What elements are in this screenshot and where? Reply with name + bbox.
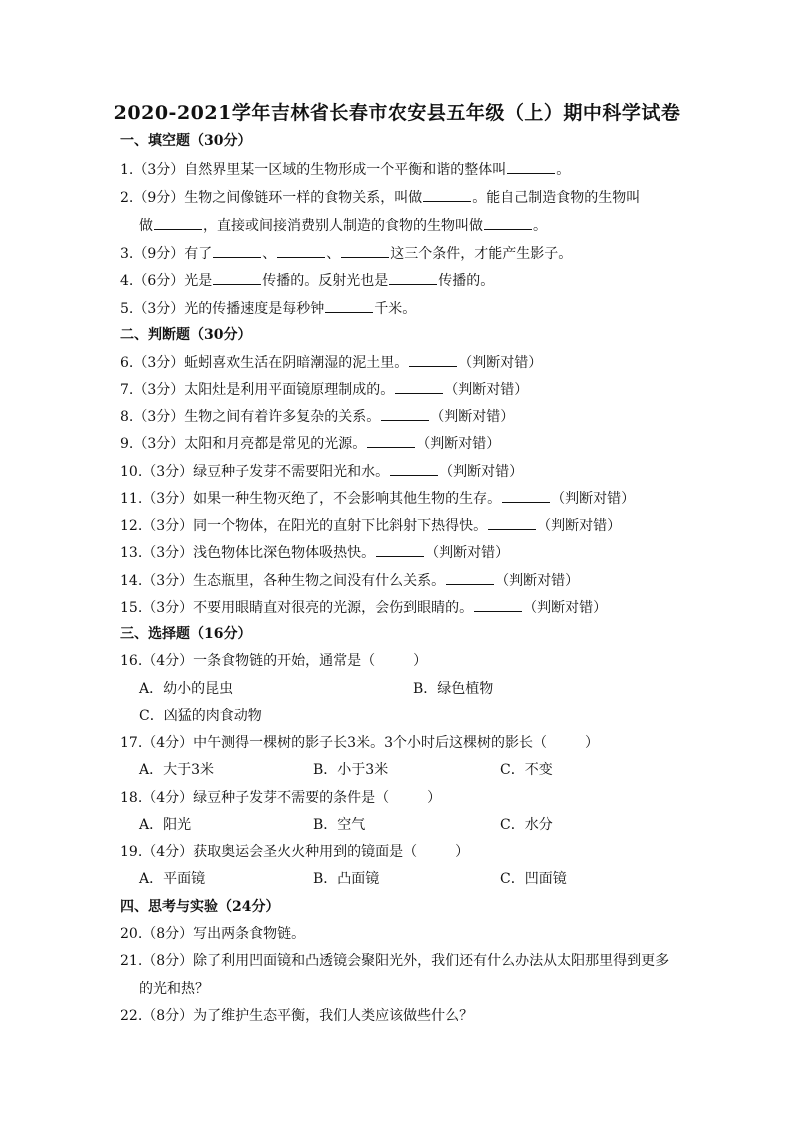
question-text: 4.（6分）光是	[120, 273, 213, 289]
question-text: 13.（3分）浅色物体比深色物体吸热快。	[120, 545, 376, 561]
option-b[interactable]: B．空气	[313, 817, 366, 833]
option-c[interactable]: C．凶猛的肉食动物	[139, 708, 262, 724]
question-text: 8.（3分）生物之间有着许多复杂的关系。	[120, 409, 381, 425]
section-heading-multiple-choice: 三、选择题（16分）	[120, 626, 252, 642]
judge-hint: （判断对错）	[551, 491, 636, 507]
question-20: 20.（8分）写出两条食物链。	[120, 926, 306, 942]
judge-hint: （判断对错）	[439, 464, 524, 480]
question-text: ）	[427, 790, 442, 806]
answer-blank[interactable]	[409, 352, 457, 367]
question-1	[120, 159, 570, 180]
answer-blank[interactable]	[154, 215, 202, 230]
question-2-continued	[139, 215, 547, 236]
option-a[interactable]: A．阳光	[139, 817, 192, 833]
question-text: 10.（3分）绿豆种子发芽不需要阳光和水。	[120, 464, 390, 480]
section-heading-true-false: 二、判断题（30分）	[120, 327, 252, 343]
judge-hint: （判断对错）	[425, 545, 510, 561]
question-3	[120, 243, 572, 264]
question-text: 2.（9分）生物之间像链环一样的食物关系，叫做	[120, 190, 423, 206]
question-text: 、	[262, 246, 277, 262]
answer-blank[interactable]	[507, 159, 555, 174]
page-title: 2020-2021学年吉林省长春市农安县五年级（上）期中科学试卷	[113, 102, 681, 124]
answer-blank[interactable]	[395, 379, 443, 394]
question-text: 传播的。反射光也是	[262, 273, 389, 289]
question-7	[120, 379, 528, 400]
question-21-continued: 的光和热？	[139, 981, 209, 997]
question-text: 14.（3分）生态瓶里，各种生物之间没有什么关系。	[120, 573, 446, 589]
question-text: ）	[413, 653, 428, 669]
option-c[interactable]: C．凹面镜	[500, 871, 567, 887]
question-19	[120, 842, 469, 862]
question-text: 19.（4分）获取奥运会圣火火种用到的镜面是（	[120, 844, 418, 860]
option-c[interactable]: C．水分	[500, 817, 553, 833]
answer-blank[interactable]	[484, 215, 532, 230]
question-12	[120, 515, 621, 536]
question-text: 。能自己制造食物的生物叫	[472, 190, 641, 206]
answer-blank[interactable]	[423, 187, 471, 202]
question-11	[120, 488, 635, 509]
section-heading-thinking-experiment: 四、思考与实验（24分）	[120, 899, 280, 915]
question-18	[120, 788, 441, 808]
question-text: ）	[585, 735, 599, 751]
answer-blank[interactable]	[389, 270, 437, 285]
answer-blank[interactable]	[341, 243, 389, 258]
question-10	[120, 461, 523, 482]
answer-blank[interactable]	[277, 243, 325, 258]
section-heading-fill-in: 一、填空题（30分）	[120, 133, 252, 149]
judge-hint: （判断对错）	[495, 573, 580, 589]
question-5	[120, 298, 416, 319]
question-text: ）	[455, 844, 470, 860]
answer-blank[interactable]	[446, 570, 494, 585]
option-a[interactable]: A．幼小的昆虫	[139, 681, 234, 697]
question-text: 传播的。	[438, 273, 495, 289]
answer-blank[interactable]	[213, 243, 261, 258]
question-text: 12.（3分）同一个物体，在阳光的直射下比斜射下热得快。	[120, 518, 488, 534]
question-14	[120, 570, 579, 591]
question-22: 22.（8分）为了维护生态平衡，我们人类应该做些什么？	[120, 1008, 474, 1024]
option-a[interactable]: A．大于3米	[139, 762, 215, 778]
question-text: 。	[556, 162, 571, 178]
answer-blank[interactable]	[381, 406, 429, 421]
judge-hint: （判断对错）	[416, 436, 501, 452]
question-9	[120, 433, 500, 454]
judge-hint: （判断对错）	[458, 355, 543, 371]
option-a[interactable]: A．平面镜	[139, 871, 206, 887]
question-text: ，直接或间接消费别人制造的食物的生物叫做	[203, 218, 483, 234]
question-text: 1.（3分）自然界里某一区域的生物形成一个平衡和谐的整体叫	[120, 162, 507, 178]
option-b[interactable]: B．凸面镜	[313, 871, 380, 887]
question-17	[120, 733, 599, 753]
question-text: 16.（4分）一条食物链的开始，通常是（	[120, 653, 376, 669]
answer-blank[interactable]	[325, 298, 373, 313]
question-text: 。	[533, 218, 547, 234]
question-6	[120, 352, 542, 373]
answer-blank[interactable]	[502, 488, 550, 503]
question-text: 3.（9分）有了	[120, 246, 213, 262]
question-text: 千米。	[374, 301, 417, 317]
question-text: 5.（3分）光的传播速度是每秒钟	[120, 301, 325, 317]
answer-blank[interactable]	[488, 515, 536, 530]
question-4	[120, 270, 494, 291]
question-text: 17.（4分）中午测得一棵树的影子长3米。3个小时后这棵树的影长（	[120, 735, 547, 751]
question-text: 9.（3分）太阳和月亮都是常见的光源。	[120, 436, 367, 452]
question-text: 、	[326, 246, 341, 262]
question-text: 6.（3分）蚯蚓喜欢生活在阴暗潮湿的泥土里。	[120, 355, 409, 371]
option-b[interactable]: B．小于3米	[313, 762, 389, 778]
answer-blank[interactable]	[367, 433, 415, 448]
question-16	[120, 651, 427, 671]
question-text: 15.（3分）不要用眼睛直对很亮的光源，会伤到眼睛的。	[120, 600, 474, 616]
question-2	[120, 187, 640, 208]
question-8	[120, 406, 514, 427]
question-15	[120, 597, 607, 618]
judge-hint: （判断对错）	[523, 600, 608, 616]
question-13	[120, 542, 509, 563]
question-21: 21.（8分）除了利用凹面镜和凸透镜会聚阳光外，我们还有什么办法从太阳那里得到更多	[120, 953, 670, 969]
question-text: 做	[139, 218, 153, 234]
option-c[interactable]: C．不变	[500, 762, 553, 778]
question-text: 7.（3分）太阳灶是利用平面镜原理制成的。	[120, 382, 395, 398]
answer-blank[interactable]	[390, 461, 438, 476]
judge-hint: （判断对错）	[537, 518, 622, 534]
question-text: 这三个条件，才能产生影子。	[390, 246, 573, 262]
answer-blank[interactable]	[213, 270, 261, 285]
question-text: 18.（4分）绿豆种子发芽不需要的条件是（	[120, 790, 390, 806]
question-text: 11.（3分）如果一种生物灭绝了，不会影响其他生物的生存。	[120, 491, 502, 507]
answer-blank[interactable]	[474, 597, 522, 612]
answer-blank[interactable]	[376, 542, 424, 557]
option-b[interactable]: B．绿色植物	[413, 681, 494, 697]
judge-hint: （判断对错）	[444, 382, 529, 398]
judge-hint: （判断对错）	[430, 409, 515, 425]
